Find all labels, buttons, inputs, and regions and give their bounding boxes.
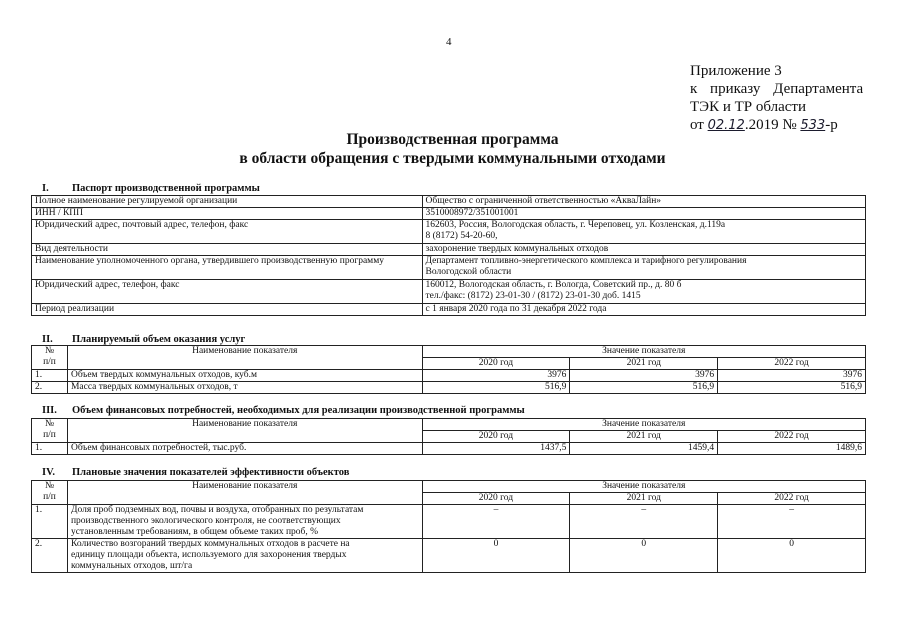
col-value-header: Значение показателя	[422, 419, 865, 431]
row-value: 516,9	[570, 382, 718, 394]
row-value: 3976	[570, 370, 718, 382]
row-number: 2.	[32, 539, 68, 573]
table-row	[32, 505, 866, 539]
table-row	[32, 208, 866, 220]
section-1-title: Паспорт производственной программы	[72, 183, 260, 194]
table-row	[32, 256, 866, 280]
table-header-row	[32, 419, 866, 431]
table-header-row	[32, 481, 866, 493]
col-number-header	[32, 481, 68, 505]
col-name-header: Наименование показателя	[67, 346, 422, 370]
efficiency-indicators-table	[31, 480, 866, 573]
section-3-title: Объем финансовых потребностей, необходимых для реализации производственной программы	[72, 405, 525, 416]
section-4-number: IV.	[42, 467, 55, 478]
section-4-title: Плановые значения показателей эффективности объектов	[72, 467, 350, 478]
financial-needs-table	[31, 418, 866, 455]
row-value: 0	[718, 539, 866, 573]
row-name-line: коммунальных отходов, шт/га	[70, 561, 193, 571]
appendix-line-2: к приказу Департамента	[690, 81, 864, 97]
section-2-title: Планируемый объем оказания услуг	[72, 334, 246, 345]
section-4-heading	[42, 467, 349, 478]
row-name	[67, 539, 422, 573]
section-3-number: III.	[42, 405, 57, 416]
passport-label: Вид деятельности	[32, 244, 423, 256]
row-value: 516,9	[422, 382, 570, 394]
row-name-line: Доля проб подземных вод, почвы и воздуха, отобранных по результатам	[70, 505, 364, 515]
passport-value-line: Департамент топливно-энергетического комплекса и тарифного регулирования	[425, 256, 747, 266]
row-name: Объем твердых коммунальных отходов, куб.м	[67, 370, 422, 382]
year-header: 2020 год	[422, 493, 570, 505]
table-row	[32, 382, 866, 394]
row-number: 1.	[32, 505, 68, 539]
year-header: 2021 год	[570, 493, 718, 505]
row-name	[67, 505, 422, 539]
year-header: 2020 год	[422, 431, 570, 443]
handwritten-date: 02.12	[707, 118, 745, 133]
title-line-2: в области обращения с твердыми коммунальными отходами	[239, 150, 666, 167]
appendix-header	[690, 62, 863, 135]
section-2-number: II.	[42, 334, 53, 345]
passport-value-line: 162603, Россия, Вологодская область, г. Череповец, ул. Козленская, д.119а	[425, 220, 726, 230]
passport-label: ИНН / КПП	[32, 208, 423, 220]
row-value: –	[718, 505, 866, 539]
year-header: 2021 год	[570, 431, 718, 443]
appendix-from: от	[690, 117, 704, 133]
row-name-line: производственного экологического контроля, не соответствующих	[70, 516, 341, 526]
passport-label: Юридический адрес, почтовый адрес, телефон, факс	[32, 220, 423, 244]
table-row	[32, 370, 866, 382]
year-header: 2021 год	[570, 358, 718, 370]
year-header: 2022 год	[718, 493, 866, 505]
year-header: 2020 год	[422, 358, 570, 370]
section-1-heading	[42, 183, 260, 194]
passport-value: Общество с ограниченной ответственностью «АкваЛайн»	[422, 196, 865, 208]
col-number-line: №	[44, 481, 55, 491]
row-name: Масса твердых коммунальных отходов, т	[67, 382, 422, 394]
section-3-heading	[42, 405, 525, 416]
table-row	[32, 196, 866, 208]
table-row	[32, 304, 866, 316]
col-number-line: №	[44, 419, 55, 429]
year-header: 2022 год	[718, 431, 866, 443]
col-value-header: Значение показателя	[422, 481, 865, 493]
row-value: 1459,4	[570, 443, 718, 455]
passport-value	[422, 280, 865, 304]
services-volume-table	[31, 345, 866, 394]
row-value: 516,9	[718, 382, 866, 394]
passport-value-line: тел./факс: (8172) 23-01-30 / (8172) 23-01-30 доб. 1415	[425, 291, 641, 301]
passport-value-line: Вологодской области	[425, 267, 512, 277]
row-number: 1.	[32, 443, 68, 455]
table-row	[32, 539, 866, 573]
row-name-line: установленным требованиям, в общем объеме таких проб, %	[70, 527, 319, 537]
table-row	[32, 443, 866, 455]
col-number-header	[32, 346, 68, 370]
appendix-year: .2019 №	[744, 117, 797, 133]
row-name: Объем финансовых потребностей, тыс.руб.	[67, 443, 422, 455]
row-value: 0	[422, 539, 570, 573]
table-header-row	[32, 346, 866, 358]
col-name-header: Наименование показателя	[67, 419, 422, 443]
appendix-line-3: ТЭК и ТР области	[690, 99, 806, 115]
title-line-1: Производственная программа	[346, 131, 559, 148]
col-number-line: п/п	[43, 492, 56, 502]
passport-value-line: 8 (8172) 54-20-60,	[425, 231, 498, 241]
section-1-number: I.	[42, 183, 49, 194]
table-row	[32, 244, 866, 256]
passport-value	[422, 256, 865, 280]
col-number-line: п/п	[43, 430, 56, 440]
appendix-suffix: -р	[825, 117, 838, 133]
passport-table	[31, 195, 866, 316]
row-value: –	[422, 505, 570, 539]
passport-label: Полное наименование регулируемой организации	[32, 196, 423, 208]
passport-label: Юридический адрес, телефон, факс	[32, 280, 423, 304]
col-number-line: п/п	[43, 357, 56, 367]
row-value: –	[570, 505, 718, 539]
handwritten-order-number: 533	[800, 118, 826, 133]
col-number-line: №	[44, 346, 55, 356]
passport-value: 3510008972/351001001	[422, 208, 865, 220]
table-row	[32, 280, 866, 304]
col-value-header: Значение показателя	[422, 346, 865, 358]
row-number: 2.	[32, 382, 68, 394]
row-number: 1.	[32, 370, 68, 382]
col-name-header: Наименование показателя	[67, 481, 422, 505]
passport-label: Период реализации	[32, 304, 423, 316]
document-title	[0, 130, 905, 168]
section-2-heading	[42, 334, 245, 345]
row-name-line: единицу площади объекта, используемого для захоронения твердых	[70, 550, 347, 560]
year-header: 2022 год	[718, 358, 866, 370]
appendix-line-1: Приложение 3	[690, 63, 782, 79]
row-value: 1489,6	[718, 443, 866, 455]
col-number-header	[32, 419, 68, 443]
passport-value	[422, 220, 865, 244]
passport-value: с 1 января 2020 года по 31 декабря 2022 года	[422, 304, 865, 316]
page-number: 4	[446, 36, 452, 48]
passport-value-line: 160012, Вологодская область, г. Вологда, Советский пр., д. 80 б	[425, 280, 682, 290]
passport-label: Наименование уполномоченного органа, утвердившего производственную программу	[32, 256, 423, 280]
row-name-line: Количество возгораний твердых коммунальных отходов в расчете на	[70, 539, 350, 549]
row-value: 1437,5	[422, 443, 570, 455]
passport-value: захоронение твердых коммунальных отходов	[422, 244, 865, 256]
table-row	[32, 220, 866, 244]
row-value: 3976	[718, 370, 866, 382]
row-value: 3976	[422, 370, 570, 382]
row-value: 0	[570, 539, 718, 573]
